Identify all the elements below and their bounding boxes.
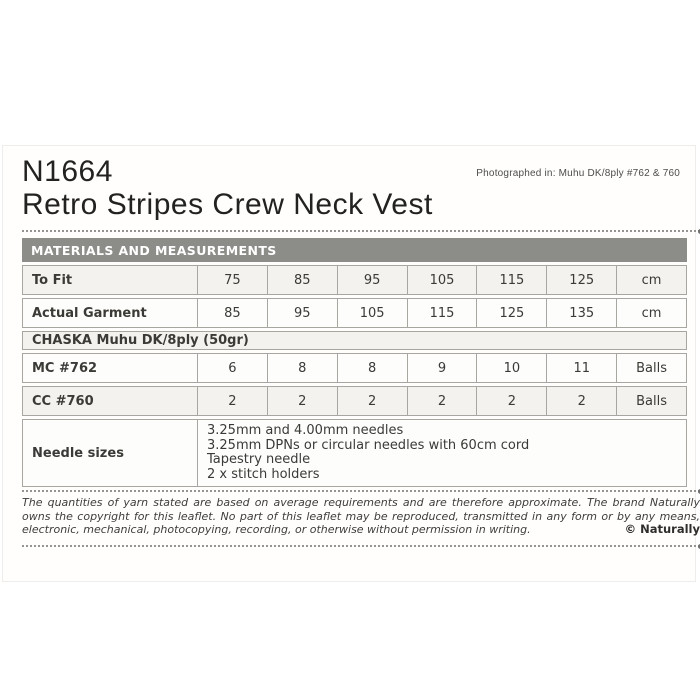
balls-cell: 8 xyxy=(267,353,338,383)
row-label: Needle sizes xyxy=(22,419,198,487)
yarn-brand-label: CHASKA Muhu DK/8ply (50gr) xyxy=(22,331,687,350)
row-label: Actual Garment xyxy=(22,298,198,328)
pattern-number: N1664 xyxy=(22,155,113,188)
table-row-needle-sizes xyxy=(22,419,687,487)
table-row-main-colour xyxy=(22,353,687,383)
unit-cell: cm xyxy=(616,298,687,328)
size-cell: 125 xyxy=(546,265,617,295)
size-cell: 105 xyxy=(337,298,408,328)
row-label: CC #760 xyxy=(22,386,198,416)
copyright-disclaimer xyxy=(22,496,700,537)
dotted-divider-bottom xyxy=(22,545,700,547)
balls-cell: 2 xyxy=(546,386,617,416)
disclaimer-text: The quantities of yarn stated are based on average requirements and are therefore approximate. The brand Naturally owns the copyright for this leaflet. No part of this leaflet may be reproduced, transmitted in any form or by any means, electronic, mechanical, photocopying, recording, or otherwise without permission in writing. xyxy=(22,496,700,536)
balls-cell: 8 xyxy=(337,353,408,383)
needle-line: 2 x stitch holders xyxy=(207,466,320,482)
dotted-divider-top xyxy=(22,230,700,232)
copyright-naturally: © Naturally xyxy=(619,523,700,537)
dotted-divider-footer-top xyxy=(22,490,700,492)
size-cell: 105 xyxy=(407,265,478,295)
photographed-in-note: Photographed in: Muhu DK/8ply #762 & 760 xyxy=(476,168,680,179)
table-row-contrast-colour xyxy=(22,386,687,416)
balls-cell: 2 xyxy=(197,386,268,416)
size-cell: 85 xyxy=(197,298,268,328)
size-cell: 75 xyxy=(197,265,268,295)
needle-sizes-details xyxy=(197,419,687,487)
needle-line: Tapestry needle xyxy=(207,452,311,467)
table-header-band: MATERIALS AND MEASUREMENTS xyxy=(22,238,687,262)
balls-cell: 2 xyxy=(407,386,478,416)
balls-cell: 9 xyxy=(407,353,478,383)
needle-line: 3.25mm and 4.00mm needles xyxy=(207,423,404,438)
leaflet-page xyxy=(2,145,700,582)
balls-cell: 11 xyxy=(546,353,617,383)
table-row-to-fit xyxy=(22,265,687,295)
table-row-yarn-brand xyxy=(22,331,687,350)
row-label: To Fit xyxy=(22,265,198,295)
balls-cell: 6 xyxy=(197,353,268,383)
size-cell: 85 xyxy=(267,265,338,295)
size-cell: 95 xyxy=(337,265,408,295)
balls-cell: 10 xyxy=(476,353,547,383)
size-cell: 115 xyxy=(476,265,547,295)
row-label: MC #762 xyxy=(22,353,198,383)
table-row-actual-garment xyxy=(22,298,687,328)
unit-cell: Balls xyxy=(616,353,687,383)
unit-cell: cm xyxy=(616,265,687,295)
unit-cell: Balls xyxy=(616,386,687,416)
size-cell: 115 xyxy=(407,298,478,328)
balls-cell: 2 xyxy=(267,386,338,416)
size-cell: 125 xyxy=(476,298,547,328)
materials-table xyxy=(22,238,687,487)
size-cell: 135 xyxy=(546,298,617,328)
page-title-block xyxy=(22,155,433,221)
size-cell: 95 xyxy=(267,298,338,328)
pattern-title: Retro Stripes Crew Neck Vest xyxy=(22,188,433,221)
balls-cell: 2 xyxy=(476,386,547,416)
balls-cell: 2 xyxy=(337,386,408,416)
needle-line: 3.25mm DPNs or circular needles with 60cm cord xyxy=(207,437,530,453)
